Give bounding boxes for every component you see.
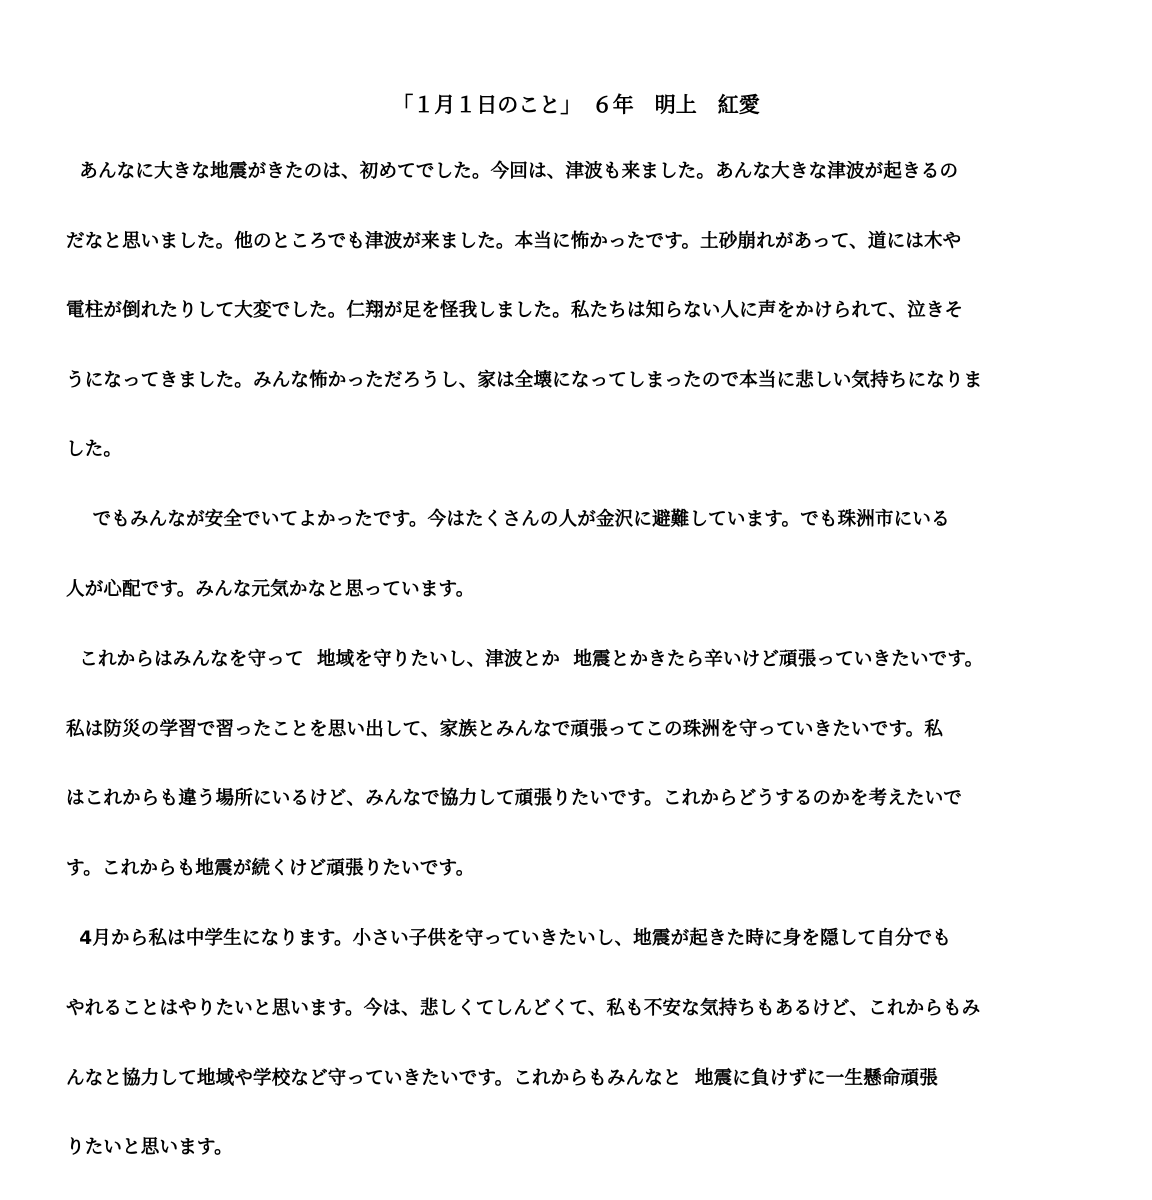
essay-line: でもみんなが安全でいてよかったです。今はたくさんの人が金沢に避難しています。でも珠洲市にいる [66,509,950,530]
essay-line: 電柱が倒れたりして大変でした。仁翔が足を怪我しました。私たちは知らない人に声をかけられて、泣きそ [66,300,964,321]
essay-line: 私は防災の学習で習ったことを思い出して、家族とみんなで頑張ってこの珠洲を守っていきたいです。私 [66,719,944,740]
essay-line: 人が心配です。みんな元気かなと思っています。 [66,579,475,600]
essay-line: す。これからも地震が続くけど頑張りたいです。 [66,858,475,879]
essay-line: うになってきました。みんな怖かっただろうし、家は全壊になってしまったので本当に悲しい気持ちになりま [66,370,983,391]
essay-line: りたいと思います。 [66,1137,233,1158]
essay-title: 「１月１日のこと」 ６年 明上 紅愛 [392,93,760,117]
essay-line: あんなに大きな地震がきたのは、初めてでした。今回は、津波も来ました。あんな大きな津波が起きるの [66,161,959,182]
essay-line: やれることはやりたいと思います。今は、悲しくてしんどくて、私も不安な気持ちもあるけど、これからもみ [66,998,981,1019]
essay-line: だなと思いました。他のところでも津波が来ました。本当に怖かったです。土砂崩れがあって、道には木や [66,231,962,252]
essay-line: した。 [66,439,123,460]
essay-line: んなと協力して地域や学校など守っていきたいです。これからもみんなと 地震に負けずに一生懸命頑張 [66,1068,939,1089]
essay-line: はこれからも違う場所にいるけど、みんなで協力して頑張りたいです。これからどうするのかを考えたいで [66,788,963,809]
essay-line: これからはみんなを守って 地域を守りたいし、津波とか 地震とかきたら辛いけど頑張っていきたいです。 [66,649,984,670]
essay-line: 4月から私は中学生になります。小さい子供を守っていきたいし、地震が起きた時に身を隠して自分でも [66,928,952,949]
